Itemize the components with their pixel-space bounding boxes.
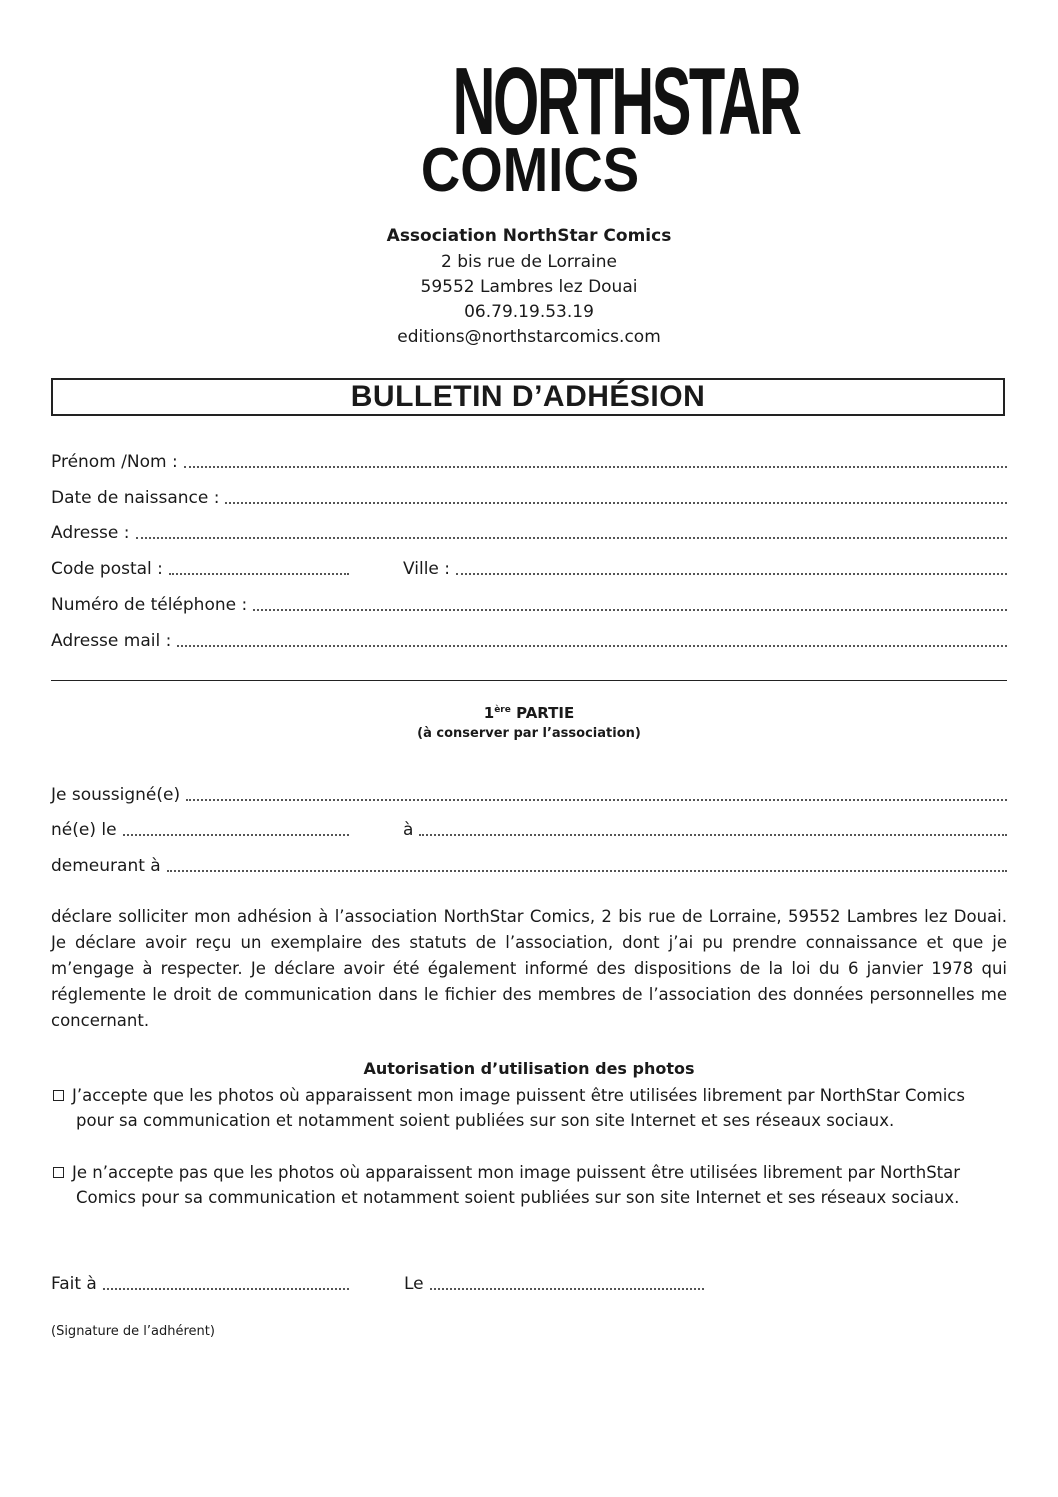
refuse-text-line2: Comics pour sa communication et notamment soient publiées sur son site Internet et ses réseaux sociaux. bbox=[76, 1188, 960, 1207]
date-field-line[interactable] bbox=[430, 1287, 704, 1290]
accept-text-line1: J’accepte que les photos où apparaissent mon image puissent être utilisées librement par NorthStar Comics bbox=[72, 1086, 965, 1105]
made-at-field-label: Fait à bbox=[51, 1274, 97, 1294]
refuse-checkbox[interactable] bbox=[53, 1167, 64, 1178]
name-field-line[interactable] bbox=[184, 465, 1007, 468]
undersigned-field-line[interactable] bbox=[186, 798, 1007, 801]
northstar-comics-logo bbox=[405, 48, 800, 205]
date-field[interactable] bbox=[404, 1274, 704, 1294]
part-number: 1 bbox=[483, 704, 495, 722]
form-title: BULLETIN D’ADHÉSION bbox=[350, 380, 706, 413]
address-city: 59552 Lambres lez Douai bbox=[420, 277, 638, 297]
declaration-paragraph: déclare solliciter mon adhésion à l’association NorthStar Comics, 2 bis rue de Lorraine, 59552 Lambres lez Douai. Je déclare avoir reçu un exemplaire des statuts de l’association, dont j’ai pu prendre connaissance et que je m’engage à respecter. Je déclare avoir été également informé des dispositions de la loi du 6 janvier 1978 qui réglemente le droit de communication dans le fichier des membres de l’association des données personnelles me concernant. bbox=[51, 907, 1007, 1030]
address-phone: 06.79.19.53.19 bbox=[464, 302, 594, 322]
part-label: PARTIE bbox=[516, 704, 575, 722]
part-number-suffix: ère bbox=[494, 705, 511, 715]
address-field-line[interactable] bbox=[136, 536, 1007, 539]
born-on-field-label: né(e) le bbox=[51, 820, 117, 840]
residing-field-line[interactable] bbox=[167, 869, 1007, 872]
phone-field[interactable] bbox=[51, 595, 1007, 615]
postal-code-field[interactable] bbox=[51, 559, 349, 579]
phone-field-label: Numéro de téléphone : bbox=[51, 595, 248, 615]
accept-checkbox[interactable] bbox=[53, 1090, 64, 1101]
logo-line-comics: COMICS bbox=[420, 136, 640, 205]
address-field-label: Adresse : bbox=[51, 523, 130, 543]
born-on-field[interactable] bbox=[51, 820, 349, 840]
address-email: editions@northstarcomics.com bbox=[397, 327, 661, 347]
birthdate-field-label: Date de naissance : bbox=[51, 488, 220, 508]
name-field[interactable] bbox=[51, 452, 1007, 472]
birthdate-field-line[interactable] bbox=[225, 501, 1007, 504]
address-field[interactable] bbox=[51, 523, 1007, 543]
photo-refuse-option[interactable] bbox=[53, 1160, 1009, 1210]
part-title bbox=[0, 704, 1058, 722]
postal-code-field-label: Code postal : bbox=[51, 559, 163, 579]
photo-accept-option[interactable] bbox=[53, 1083, 1009, 1133]
born-at-field[interactable] bbox=[403, 820, 1007, 840]
date-field-label: Le bbox=[404, 1274, 424, 1294]
birthdate-field[interactable] bbox=[51, 488, 1007, 508]
address-street: 2 bis rue de Lorraine bbox=[441, 252, 617, 272]
accept-text-line2: pour sa communication et notamment soient publiées sur son site Internet et ses réseaux sociaux. bbox=[76, 1111, 895, 1130]
city-field-line[interactable] bbox=[456, 572, 1007, 575]
undersigned-field[interactable] bbox=[51, 785, 1007, 805]
residing-field-label: demeurant à bbox=[51, 856, 161, 876]
association-name: Association NorthStar Comics bbox=[386, 226, 672, 246]
logo-line-northstar: NORTHSTAR bbox=[452, 48, 800, 155]
residing-field[interactable] bbox=[51, 856, 1007, 876]
part-subtitle: (à conserver par l’association) bbox=[417, 726, 641, 741]
email-field[interactable] bbox=[51, 631, 1007, 651]
city-field[interactable] bbox=[403, 559, 1007, 579]
undersigned-field-label: Je soussigné(e) bbox=[51, 785, 181, 805]
email-field-label: Adresse mail : bbox=[51, 631, 172, 651]
made-at-field[interactable] bbox=[51, 1274, 349, 1294]
form-title-box bbox=[51, 378, 1005, 416]
made-at-field-line[interactable] bbox=[103, 1287, 349, 1290]
born-on-field-line[interactable] bbox=[123, 833, 349, 836]
city-field-label: Ville : bbox=[403, 559, 451, 579]
section-separator bbox=[51, 680, 1007, 681]
photo-authorization-title: Autorisation d’utilisation des photos bbox=[363, 1059, 695, 1078]
phone-field-line[interactable] bbox=[253, 608, 1007, 611]
refuse-text-line1: Je n’accepte pas que les photos où apparaissent mon image puissent être utilisées librement par NorthStar bbox=[72, 1163, 961, 1182]
email-field-line[interactable] bbox=[177, 644, 1007, 647]
born-at-field-line[interactable] bbox=[419, 833, 1007, 836]
born-at-field-label: à bbox=[403, 820, 414, 840]
postal-code-field-line[interactable] bbox=[169, 572, 349, 575]
name-field-label: Prénom /Nom : bbox=[51, 452, 178, 472]
signature-label: (Signature de l’adhérent) bbox=[51, 1324, 215, 1339]
